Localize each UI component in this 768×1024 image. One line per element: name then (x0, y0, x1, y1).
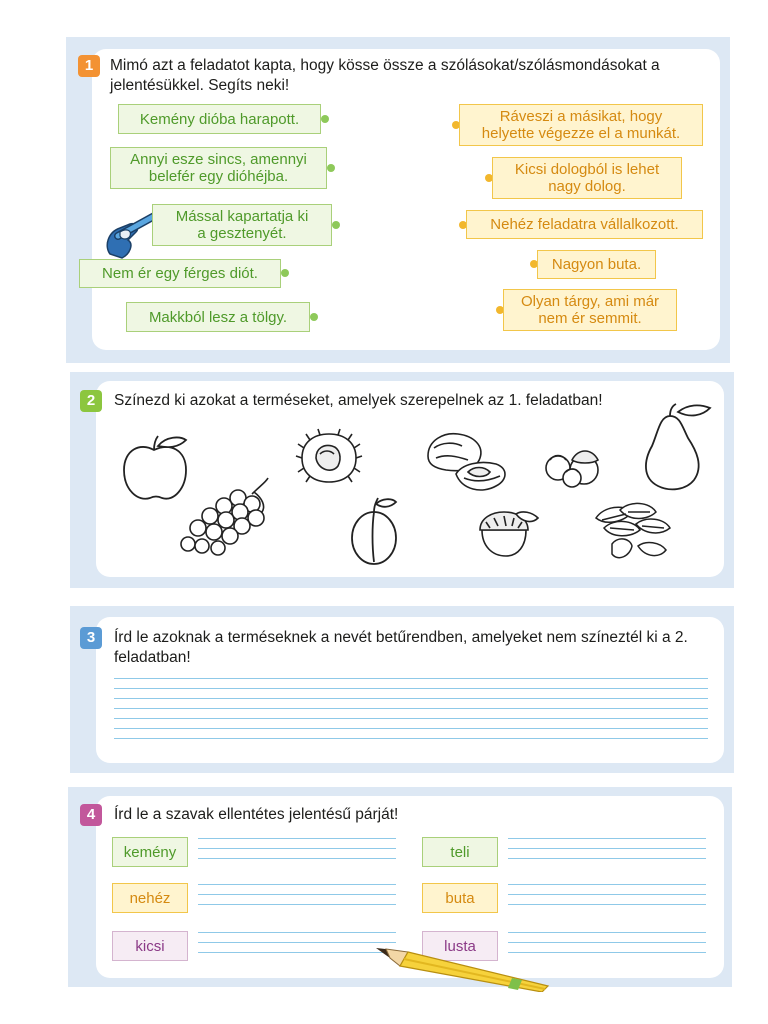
writing-line (198, 942, 396, 943)
meaning-tag-5[interactable]: Olyan tárgy, ami már nem ér semmit. (503, 289, 677, 331)
task2-instruction: Színezd ki azokat a terméseket, amelyek szerepelnek az 1. feladatban! (114, 392, 603, 409)
saying-tag-2[interactable]: Annyi esze sincs, amennyi belefér egy dióhéjba. (110, 147, 327, 189)
task1-instruction: Mimó azt a feladatot kapta, hogy kösse össze a szólásokat/szólásmondásokat a jelentésükkel. Segíts neki! (110, 57, 660, 94)
saying-tag-3[interactable]: Mással kapartatja ki a gesztenyét. (152, 204, 332, 246)
grapes-icon[interactable] (176, 476, 276, 562)
meaning-tag-4[interactable]: Nagyon buta. (537, 250, 656, 279)
writing-line (508, 838, 706, 839)
writing-line (198, 952, 396, 953)
plum-icon[interactable] (346, 496, 402, 568)
writing-line (114, 678, 708, 679)
writing-line (198, 838, 396, 839)
word-kemeny: kemény (112, 837, 188, 867)
answer-field-kicsi[interactable] (198, 926, 396, 966)
writing-line (114, 738, 708, 739)
answer-field-buta[interactable] (508, 878, 706, 918)
task3-instruction: Írd le azoknak a terméseknek a nevét betűrendben, amelyeket nem színeztél ki a 2. feladatban! (114, 629, 688, 666)
word-lusta: lusta (422, 931, 498, 961)
writing-line (114, 688, 708, 689)
walnut-icon[interactable] (424, 430, 510, 496)
connector-dot[interactable] (327, 164, 335, 172)
chestnut-icon[interactable] (294, 428, 364, 488)
writing-line (114, 718, 708, 719)
writing-line (508, 884, 706, 885)
writing-line (198, 904, 396, 905)
connector-dot[interactable] (321, 115, 329, 123)
task4-number: 4 (80, 804, 102, 826)
meaning-tag-3[interactable]: Nehéz feladatra vállalkozott. (466, 210, 703, 239)
word-kicsi: kicsi (112, 931, 188, 961)
connector-dot[interactable] (310, 313, 318, 321)
answer-field-kemeny[interactable] (198, 832, 396, 872)
writing-line (508, 894, 706, 895)
word-nehez: nehéz (112, 883, 188, 913)
saying-tag-5[interactable]: Makkból lesz a tölgy. (126, 302, 310, 332)
writing-line (198, 884, 396, 885)
writing-line (508, 904, 706, 905)
writing-line (114, 728, 708, 729)
saying-tag-4[interactable]: Nem ér egy férges diót. (79, 259, 281, 288)
writing-line (198, 858, 396, 859)
task3-writing-area[interactable] (114, 676, 708, 746)
connector-dot[interactable] (332, 221, 340, 229)
saying-tag-1[interactable]: Kemény dióba harapott. (118, 104, 321, 134)
meaning-tag-2[interactable]: Kicsi dologból is lehet nagy dolog. (492, 157, 682, 199)
writing-line (508, 932, 706, 933)
word-buta: buta (422, 883, 498, 913)
writing-line (198, 848, 396, 849)
writing-line (508, 858, 706, 859)
task2-number: 2 (80, 390, 102, 412)
almond-icon[interactable] (590, 500, 676, 566)
connector-dot[interactable] (281, 269, 289, 277)
pear-icon[interactable] (636, 402, 718, 492)
task4-instruction: Írd le a szavak ellentétes jelentésű párját! (114, 806, 399, 823)
acorn-icon[interactable] (476, 508, 540, 558)
writing-line (508, 848, 706, 849)
task1-number: 1 (78, 55, 100, 77)
task3-number: 3 (80, 627, 102, 649)
pencil-icon (372, 942, 552, 992)
writing-line (114, 708, 708, 709)
answer-field-teli[interactable] (508, 832, 706, 872)
meaning-tag-1[interactable]: Ráveszi a másikat, hogy helyette végezze el a munkát. (459, 104, 703, 146)
writing-line (198, 894, 396, 895)
writing-line (198, 932, 396, 933)
word-teli: teli (422, 837, 498, 867)
writing-line (114, 698, 708, 699)
answer-field-nehez[interactable] (198, 878, 396, 918)
hazelnut-icon[interactable] (542, 444, 604, 488)
